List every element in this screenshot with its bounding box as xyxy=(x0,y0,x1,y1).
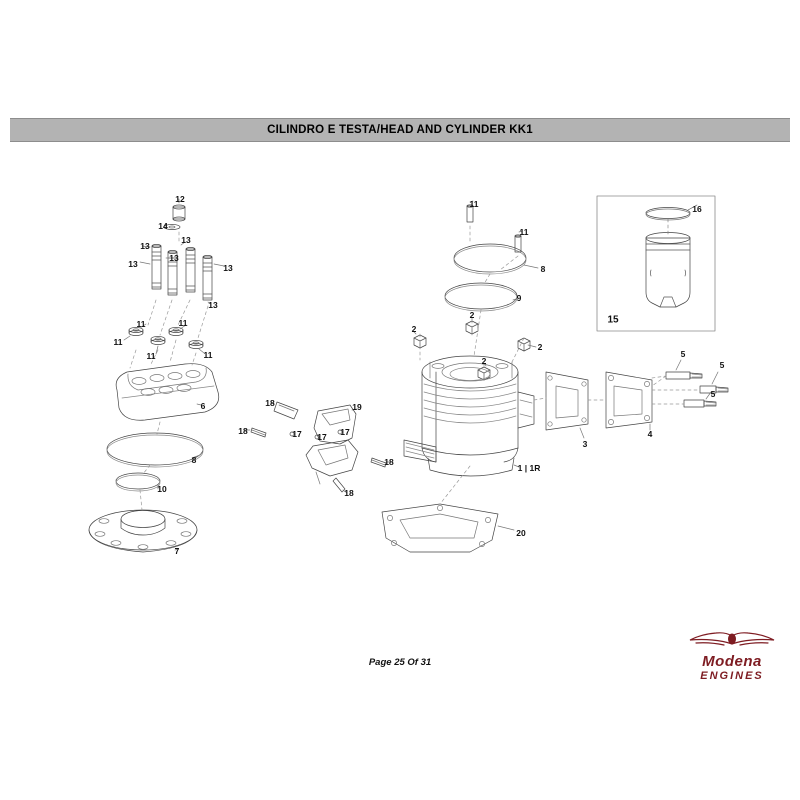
callout-7: 7 xyxy=(174,546,180,556)
callout-5-a: 5 xyxy=(680,349,686,359)
brand-logo xyxy=(680,630,784,690)
part-6-head xyxy=(116,364,219,421)
callout-13-c: 13 xyxy=(128,259,138,269)
part-7-head-cover xyxy=(89,510,197,552)
brand-subtitle: ENGINES xyxy=(700,670,764,682)
callout-17-a: 17 xyxy=(292,429,302,439)
callout-18-b: 18 xyxy=(238,426,248,436)
callout-4: 4 xyxy=(647,429,653,439)
callout-6: 6 xyxy=(200,401,206,411)
callout-18-c: 18 xyxy=(384,457,394,467)
part-8-oring-left xyxy=(107,433,203,467)
part-9-oring xyxy=(445,283,517,311)
callout-15-inset: 15 xyxy=(607,314,619,326)
callout-17-b: 17 xyxy=(317,432,327,442)
callout-18-d: 18 xyxy=(344,488,354,498)
part-4-exhaust-flange xyxy=(606,372,652,430)
callout-1-1r: 1 | 1R xyxy=(517,463,541,473)
callout-2-d: 2 xyxy=(537,342,543,352)
callout-8-top: 8 xyxy=(540,264,546,274)
part-20-base-gasket xyxy=(382,504,514,552)
callout-11-d: 11 xyxy=(146,351,156,361)
callout-10: 10 xyxy=(157,484,167,494)
callout-18-a: 18 xyxy=(265,398,275,408)
callout-12: 12 xyxy=(175,194,185,204)
inset-box-piston xyxy=(597,196,715,331)
part-19-exhaust-valve-lower xyxy=(306,440,358,484)
brand-name: Modena xyxy=(702,653,762,670)
callout-9: 9 xyxy=(516,293,522,303)
callout-5-b: 5 xyxy=(719,360,725,370)
part-10-oring xyxy=(116,473,160,491)
callout-17-c: 17 xyxy=(340,427,350,437)
part-3-exhaust-gasket xyxy=(546,372,588,438)
part-1-cylinder-block xyxy=(404,356,534,476)
callout-5-c: 5 xyxy=(710,389,716,399)
callout-14: 14 xyxy=(158,221,168,231)
callout-20: 20 xyxy=(516,528,526,538)
callout-2-c: 2 xyxy=(481,356,487,366)
callout-11-e: 11 xyxy=(203,350,213,360)
callout-11-b: 11 xyxy=(178,318,188,328)
callout-11-g: 11 xyxy=(519,227,529,237)
callout-2-a: 2 xyxy=(411,324,417,334)
callout-13-a: 13 xyxy=(140,241,150,251)
callout-8-left: 8 xyxy=(191,455,197,465)
callout-16: 16 xyxy=(692,204,702,214)
part-13-studs xyxy=(140,242,224,304)
part-8-oring-top xyxy=(454,244,538,274)
part-18-small-strip xyxy=(271,402,298,419)
callout-13-f: 13 xyxy=(208,300,218,310)
callout-13-d: 13 xyxy=(169,253,179,263)
callout-13-b: 13 xyxy=(181,235,191,245)
diagram-title: CILINDRO E TESTA/HEAD AND CYLINDER KK1 xyxy=(267,124,533,136)
callout-19: 19 xyxy=(352,402,362,412)
callout-13-e: 13 xyxy=(223,263,233,273)
callout-11-c: 11 xyxy=(113,337,123,347)
callout-2-b: 2 xyxy=(469,310,475,320)
callout-3: 3 xyxy=(582,439,588,449)
page-number: Page 25 Of 31 xyxy=(368,657,432,668)
callout-11-f: 11 xyxy=(469,199,479,209)
callout-11-a: 11 xyxy=(136,319,146,329)
